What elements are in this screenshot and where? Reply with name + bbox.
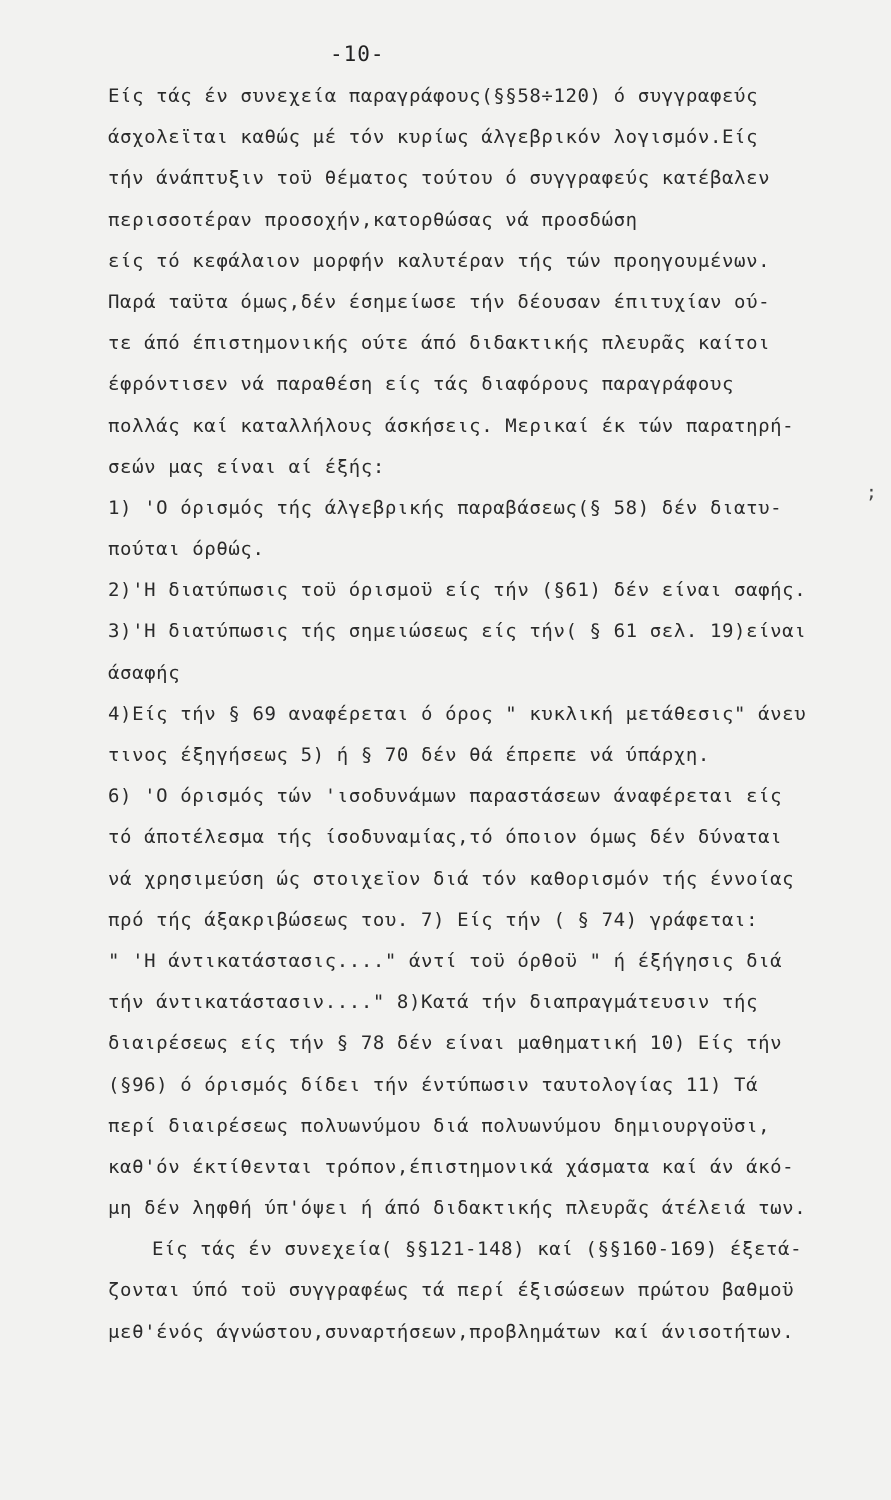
text-line: σεών μας είναι αί έξής:	[108, 455, 385, 478]
text-line: έφρόντισεν νά παραθέση είς τάς διαφόρους παραγράφους	[108, 373, 735, 396]
text-line: άσαφής	[108, 661, 181, 684]
text-line: Είς τάς έν συνεχεία( §§121-148) καί (§§160-169) έξετά-	[152, 1238, 803, 1261]
text-line: Παρά ταϋτα όμως,δέν έσημείωσε τήν δέουσαν έπιτυχίαν ού-	[108, 290, 771, 313]
text-line: μη δέν ληφθή ύπ'όψει ή άπό διδακτικής πλευρᾶς άτέλειά των.	[108, 1197, 807, 1220]
text-line: τήν άνάπτυξιν τοϋ θέματος τούτου ό συγγραφεύς κατέβαλεν	[108, 167, 771, 190]
text-line: τε άπό έπιστημονικής ούτε άπό διδακτικής πλευρᾶς καίτοι	[108, 332, 771, 355]
text-line: 1) 'Ο όρισμός τής άλγεβρικής παραβάσεως(§ 58) δέν διατυ-	[108, 496, 783, 519]
text-line: τινος έξηγήσεως 5) ή § 70 δέν θά έπρεπε νά ύπάρχη.	[108, 744, 710, 766]
text-line: 6) 'Ο όρισμός τών 'ισοδυνάμων παραστάσεων άναφέρεται είς	[108, 785, 783, 808]
text-line: πούται όρθώς.	[108, 538, 265, 561]
text-line: διαιρέσεως είς τήν § 78 δέν είναι μαθηματική 10) Είς τήν	[108, 1032, 783, 1055]
text-line: 4)Είς τήν § 69 αναφέρεται ό όρος " κυκλική μετάθεσις" άνευ	[108, 702, 807, 725]
text-line: πρό τής άξακριβώσεως του. 7) Είς τήν ( § 74) γράφεται:	[108, 908, 759, 931]
text-line: τήν άντικατάστασιν...." 8)Κατά τήν διαπραγμάτευσιν τής	[108, 991, 759, 1014]
text-line: περισσοτέραν προσοχήν,κατορθώσας νά προσδώση	[108, 208, 638, 231]
text-line: περί διαιρέσεως πολυωνύμου διά πολυωνύμου δημιουργοϋσι,	[108, 1114, 771, 1137]
text-line: νά χρησιμεύση ώς στοιχεϊον διά τόν καθορισμόν τής έννοίας	[108, 867, 795, 890]
text-line: (§96) ό όρισμός δίδει τήν έντύπωσιν ταυτολογίας 11) Τά	[108, 1073, 759, 1096]
document-body	[108, 76, 878, 1353]
text-line: 2)'Η διατύπωσις τοϋ όρισμοϋ είς τήν (§61) δέν είναι σαφής.	[108, 579, 807, 602]
text-line: " 'Η άντικατάστασις...." άντί τοϋ όρθοϋ " ή έξήγησις διά	[108, 949, 783, 972]
text-line: τό άποτέλεσμα τής ίσοδυναμίας,τό όποιον όμως δέν δύναται	[108, 826, 783, 849]
text-line: άσχολεϊται καθώς μέ τόν κυρίως άλγεβρικόν λογισμόν.Είς	[108, 126, 759, 149]
page-number: -10-	[330, 42, 385, 66]
text-line: ζονται ύπό τοϋ συγγραφέως τά περί έξισώσεων πρώτου βαθμοϋ	[108, 1279, 795, 1302]
text-line: μεθ'ένός άγνώστου,συναρτήσεων,προβλημάτων καί άνισοτήτων.	[108, 1320, 795, 1343]
text-line: καθ'όν έκτίθενται τρόπον,έπιστημονικά χάσματα καί άν άκό-	[108, 1155, 795, 1178]
margin-mark: ;	[866, 482, 877, 503]
text-line: πολλάς καί καταλλήλους άσκήσεις. Μερικαί έκ τών παρατηρή-	[108, 414, 795, 437]
text-line: 3)'Η διατύπωσις τής σημειώσεως είς τήν( § 61 σελ. 19)είναι	[108, 620, 807, 643]
text-line: είς τό κεφάλαιον μορφήν καλυτέραν τής τών προηγουμένων.	[108, 249, 771, 272]
text-line: Είς τάς έν συνεχεία παραγράφους(§§58÷120) ό συγγραφεύς	[108, 85, 759, 107]
